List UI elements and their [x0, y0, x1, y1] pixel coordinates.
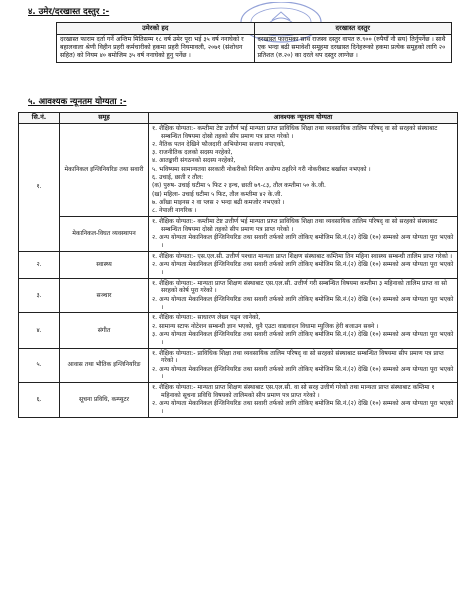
qualification-item: १. शैक्षिक योग्यता:- कम्तीमा टेष्ट उत्तीर्ण भई मान्यता प्राप्त प्राविधिक शिक्षा तथा व्यवसायिक तालिम परिषद् वा सो सरहको संस्थाबाट सम्बन्धित विषयमा दोस्रो तहको सीप प्रमाण पत्र प्राप्त गरेको । [152, 124, 438, 140]
qualification-table [18, 112, 458, 418]
qualification-item: ३. राजनीतिक दलको सदस्य नरहेको, [152, 149, 233, 157]
qualification-cell [149, 313, 458, 348]
section-5-title: ५. आवश्यक न्यूनतम योग्यता :- [28, 97, 127, 107]
serial-number-header: सि.नं. [19, 113, 60, 124]
qualification-item: २. सामान्य स्टाफ नोटेशन सम्बन्धी ज्ञान भएको, धुनै एउटा वाद्यवादन विधामा म्युजिक हेरी बजाउन सक्ने । [152, 322, 379, 330]
group-cell: मेकानिकल इन्जिनियरिङ तथा सवारी [60, 123, 149, 216]
table-header-row [19, 113, 458, 124]
serial-number-cell: ६. [19, 383, 60, 418]
qualification-cell [149, 348, 458, 383]
qualification-item: ८. नेपाली नागरिक । [152, 207, 197, 215]
age-fee-table [56, 22, 452, 63]
minimum-qualification-header: आवश्यक न्यूनतम योग्यता [149, 113, 458, 124]
table-row [19, 313, 458, 348]
qualification-item: १. शैक्षिक योग्यता:- मान्यता प्राप्त शिक्षण संस्थाबाट एस.एल.सी. वा सो सरह उत्तीर्ण गरेको तथा मान्यता प्राप्त संस्थाबाट कम्तिमा १ महिनाको सूचना प्रविधि विषयको तालिमको सीप प्रमाण पत्र प्राप्त गरेको । [152, 384, 435, 399]
qualification-item: २. नैतिक पतन देखिने फौजदारी अभियोगमा सजाय नपाएको, [152, 140, 285, 148]
table-row [19, 251, 458, 278]
qualification-item: ७. आँखा माइनस २ वा प्लस २ भन्दा बढी कमजोर नभएको । [152, 198, 285, 206]
qualification-cell [149, 383, 458, 418]
table-row [19, 278, 458, 313]
table-row [19, 383, 458, 418]
qualification-cell [149, 278, 458, 313]
qualification-item: १. शैक्षिक योग्यता:- कम्तीमा टेष्ट उत्तीर्ण भई मान्यता प्राप्त प्राविधिक शिक्षा तथा व्यवसायिक तालिम परिषद् वा सो सरहको संस्थाबाट सम्बन्धित विषयमा दोस्रो तहको सीप प्रमाण पत्र प्राप्त गरेको । [152, 218, 438, 233]
table-header-row [57, 23, 452, 35]
application-fee-header: दरखास्त दस्तुर [254, 23, 452, 35]
qualification-item: १. शैक्षिक योग्यता:- एस.एल.सी. उत्तीर्ण पश्चात मान्यता प्राप्त शिक्षण संस्थाबाट कम्तिमा तिन महिना स्वास्थ्य सम्बन्धी तालिम प्राप्त गरेको । [152, 252, 453, 260]
group-cell: आवास तथा भौतिक इन्जिनियरिङ [60, 348, 149, 383]
table-row [19, 348, 458, 383]
serial-number-cell: १. [19, 123, 60, 251]
qualification-item: ३. अन्य योग्यता मेकानिकल ईन्जिनियरिङ तथा सवारी तर्फको लागि तोकिए बमोजिम सि.नं.(२) देखि (१०) सम्मको अन्य योग्यता पूरा भएको । [152, 330, 454, 346]
age-limit-text: दरखास्त फाराम दर्ता गर्ने अन्तिम मितिसम्म १८ वर्ष उमेर पूरा भई ३५ वर्ष ननाघेको र बहालवाला श्रेणी विहीन प्रहरी कर्मचारीको हकमा प्रहरी नियमावली, २०७१ (संशोधन सहित) को नियम ४० बमोजिम ३५ वर्ष ननाघेको हुनु पर्नेछ । [57, 35, 255, 63]
qualification-item: १. शैक्षिक योग्यता:- मान्यता प्राप्त शिक्षण संस्थाबाट एस.एल.सी. उत्तीर्ण गरी सम्बन्धित विषयमा कम्तीमा ३ महिनाको तालिम प्राप्त वा सो सरहको कोर्ष पूरा गरेको । [152, 279, 447, 295]
table-row [19, 217, 458, 252]
qualification-item: २. अन्य योग्यता मेकानिकल ईन्जिनियरिङ तथा सवारी तर्फको लागि तोकिए बमोजिम सि.नं.(२) देखि (१०) सम्मको अन्य योग्यता पूरा भएको । [152, 234, 454, 249]
qualification-item: ४. आतङ्कारी संगठनको सदस्य नरहेको, [152, 157, 236, 165]
qualification-cell [149, 251, 458, 278]
group-cell: सूचना प्रविधि, कम्प्युटर [60, 383, 149, 418]
group-cell: संगीत [60, 313, 149, 348]
qualification-cell [149, 123, 458, 216]
age-limit-header: उमेरको हद [57, 23, 255, 35]
group-cell: सञ्चार [60, 278, 149, 313]
table-row [57, 35, 452, 63]
qualification-item: २. अन्य योग्यता मेकानिकल ईन्जिनियरिङ तथा सवारी तर्फको लागि तोकिए बमोजिम सि.नं.(२) देखि (१०) सम्मको अन्य योग्यता पूरा भएको । [152, 261, 454, 276]
qualification-item: १. शैक्षिक योग्यता:- प्राविधिक शिक्षा तथा व्यवसायिक तालिम परिषद् वा सो सरहको संस्थाबाट सम्बन्धित विषयमा सीप प्रमाण पत्र प्राप्त गरेको । [152, 349, 444, 365]
group-cell: मेकानिकल-विघत व्यवस्थापन [60, 217, 149, 252]
qualification-item: ६. उचाई, छाती र तौल: [152, 174, 204, 182]
qualification-item: ५. भविष्यमा सामान्यतया सरकारी नोकरीको निमित्त अयोग्य ठहरिने गरी नोकरीबाट बर्खास्त नभएको । [152, 165, 371, 173]
qualification-item: २. अन्य योग्यता मेकानिकल ईन्जिनियरिङ तथा सवारी तर्फको लागि तोकिए बमोजिम सि.नं.(२) देखि (१०) सम्मको अन्य योग्यता पूरा भएको । [152, 400, 454, 416]
qualification-item: २. अन्य योग्यता मेकानिकल ईन्जिनियरिङ तथा सवारी तर्फको लागि तोकिए बमोजिम सि.नं.(२) देखि (१०) सम्मको अन्य योग्यता पूरा भएको । [152, 295, 454, 311]
table-row [19, 123, 458, 216]
qualification-item: २. अन्य योग्यता मेकानिकल ईन्जिनियरिङ तथा सवारी तर्फको लागि तोकिए बमोजिम सि.नं.(२) देखि (१०) सम्मको अन्य योग्यता पूरा भएको । [152, 365, 454, 381]
qualification-item: (क) पुरुष- उचाई घटीमा ५ फिट २ इन्च, छाती ७९-८३, तौल कम्तीमा ५० के.जी. [152, 182, 326, 190]
serial-number-cell: २. [19, 251, 60, 278]
qualification-cell [149, 217, 458, 252]
qualification-item: (ख) महिला- उचाई घटीमा ५ फिट, तौल कम्तीमा ४२ के.जी. [152, 190, 283, 198]
qualification-table-body [19, 123, 458, 417]
section-4-title: ४. उमेर/दरखास्त दस्तुर :- [28, 7, 110, 17]
serial-number-cell: ३. [19, 278, 60, 313]
qualification-item: १. शैक्षिक योग्यता:- साधारण लेख्न पढ्न जानेको, [152, 314, 261, 322]
group-cell: स्वास्थ्य [60, 251, 149, 278]
application-fee-text: दरखास्त फारामका साथ राजस्व दस्तुर वापत रु.९०० (रुपैयाँ नौ सय) तिर्नुपर्नेछ । साथै एक भन्दा बढी समावेशी समूहमा दरखास्त दिनेहरूको हकमा प्रत्येक समूहको लागि २० प्रतिशत (रु.२०) का दरले थप दस्तुर लाग्नेछ । [254, 35, 452, 63]
serial-number-cell: ५. [19, 348, 60, 383]
group-header: समूह [60, 113, 149, 124]
serial-number-cell: ४. [19, 313, 60, 348]
